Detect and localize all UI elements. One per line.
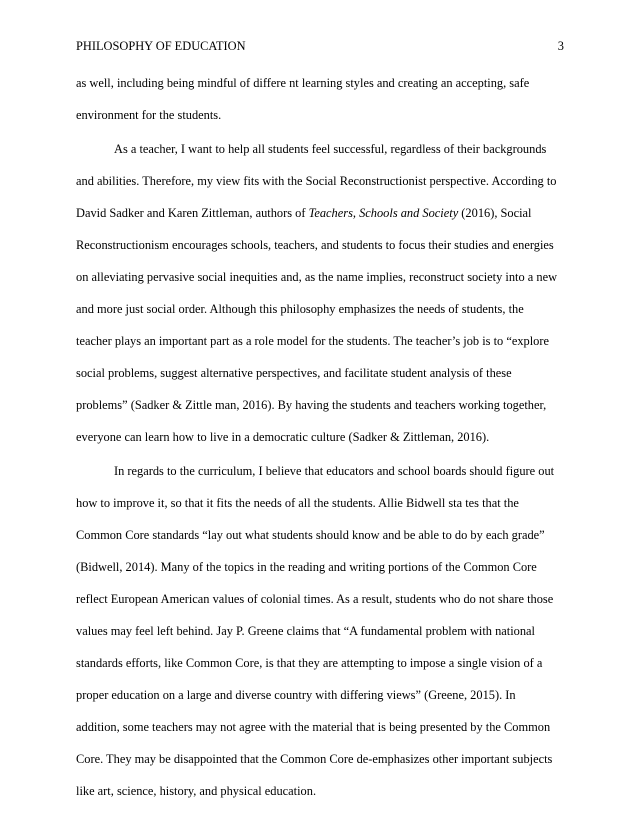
text-line: on alleviating pervasive social inequities and, as the name implies, reconstruct society into a new bbox=[76, 270, 558, 284]
book-title: Teachers, Schools and Society bbox=[308, 206, 459, 220]
text-line: values may feel left behind. Jay P. Greene claims that “A fundamental problem with national bbox=[76, 624, 536, 638]
text-line: and abilities. Therefore, my view fits with the Social Reconstructionist perspective. According to bbox=[76, 174, 557, 188]
text-line: reflect European American values of colonial times. As a result, students who do not share those bbox=[76, 592, 554, 606]
text-run: (2016), Social bbox=[458, 206, 532, 220]
text-line: and more just social order. Although this philosophy emphasizes the needs of students, the bbox=[76, 302, 524, 316]
text-line: like art, science, history, and physical education. bbox=[76, 784, 317, 798]
text-line: proper education on a large and diverse country with differing views” (Greene, 2015). In bbox=[76, 688, 516, 702]
page-number: 3 bbox=[557, 39, 564, 53]
page-header bbox=[76, 38, 564, 54]
paragraph bbox=[76, 461, 564, 813]
text-line: addition, some teachers may not agree with the material that is being presented by the Common bbox=[76, 720, 551, 734]
document-body bbox=[76, 73, 564, 813]
text-run: David Sadker and Karen Zittleman, authors of bbox=[76, 206, 309, 220]
text-line: Core. They may be disappointed that the Common Core de-emphasizes other important subjects bbox=[76, 752, 553, 766]
text-line: As a teacher, I want to help all students feel successful, regardless of their backgrounds bbox=[114, 142, 547, 156]
text-line bbox=[76, 203, 564, 235]
paragraph bbox=[76, 139, 564, 461]
text-line: In regards to the curriculum, I believe that educators and school boards should figure out bbox=[114, 464, 555, 478]
running-head: PHILOSOPHY OF EDUCATION bbox=[76, 39, 246, 53]
text-line: Reconstructionism encourages schools, teachers, and students to focus their studies and energies bbox=[76, 238, 554, 252]
text-line: social problems, suggest alternative perspectives, and facilitate student analysis of these bbox=[76, 366, 512, 380]
text-line: as well, including being mindful of differe nt learning styles and creating an accepting, safe bbox=[76, 76, 530, 90]
text-line: (Bidwell, 2014). Many of the topics in the reading and writing portions of the Common Core bbox=[76, 560, 537, 574]
text-line: teacher plays an important part as a role model for the students. The teacher’s job is to “explore bbox=[76, 334, 549, 348]
text-line: everyone can learn how to live in a democratic culture (Sadker & Zittleman, 2016). bbox=[76, 430, 490, 444]
text-line: standards efforts, like Common Core, is that they are attempting to impose a single vision of a bbox=[76, 656, 543, 670]
text-line: environment for the students. bbox=[76, 108, 222, 122]
paragraph bbox=[76, 73, 564, 139]
text-line: Common Core standards “lay out what students should know and be able to do by each grade” bbox=[76, 528, 545, 542]
text-line: problems” (Sadker & Zittle man, 2016). By having the students and teachers working together, bbox=[76, 398, 547, 412]
text-line: how to improve it, so that it fits the needs of all the students. Allie Bidwell sta tes that the bbox=[76, 496, 519, 510]
